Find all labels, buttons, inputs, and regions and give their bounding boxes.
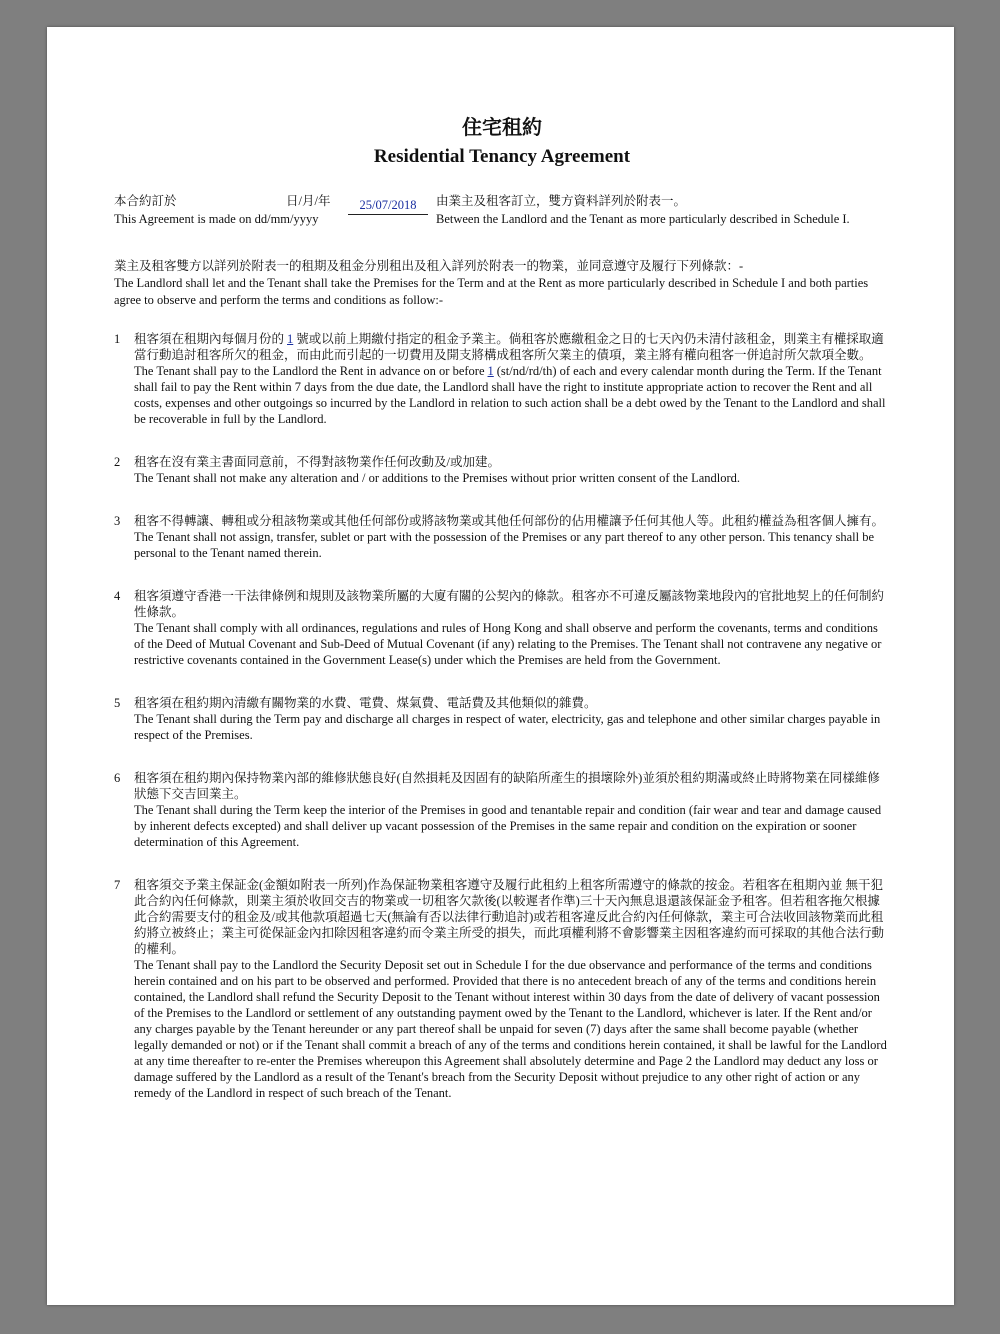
clause-2-zh: 租客在沒有業主書面同意前，不得對該物業作任何改動及/或加建。 — [134, 455, 500, 469]
document-content — [114, 117, 890, 1128]
clause-list — [114, 331, 890, 1101]
agreement-date-field[interactable] — [348, 196, 428, 215]
agreement-date-row — [114, 192, 890, 232]
clause-number: 3 — [114, 514, 121, 528]
clause-number: 6 — [114, 771, 121, 785]
date-suffix — [436, 192, 850, 228]
clause-6-en: The Tenant shall during the Term keep the interior of the Premises in good and tenantable repair and condition (fair wear and tear and damage caused by inherent defects excepted) and shall deliver up vacant possession of the Premises in the same repair and condition on the expiration or sooner determination of this Agreement. — [134, 803, 882, 849]
rent-day-field-en[interactable]: 1 — [487, 364, 494, 378]
clause-1-en — [134, 363, 890, 427]
clause-7-zh: 租客須交予業主保証金(金額如附表一所列)作為保証物業租客遵守及履行此租約上租客所需遵守的條款的按金。若租客在租期內並 無干犯此合約內任何條款，則業主須於收回交吉的物業或一切租客欠款後(以較遲者作準)三十天內無息退還該保証金予租客。但若租客拖欠根據此合約需要支付的租金及/或其他款項超過七天(無論有否以法律行動追討)或若租客違反此合約內任何條款，業主可合法收回該物業而此租約將立被終止；業主可從保証金內扣除因租客違約而令業主所受的損失，而此項權利將不會影響業主因租客違約而可採取的其他合法行動的權利。 — [134, 878, 885, 956]
title-chinese: 住宅租約 — [462, 117, 542, 139]
date-suffix-en: Between the Landlord and the Tenant as more particularly described in Schedule I. — [436, 212, 850, 226]
title-english: Residential Tenancy Agreement — [373, 146, 631, 167]
clause-number: 2 — [114, 455, 121, 469]
intro-en: The Landlord shall let and the Tenant shall take the Premises for the Term and at the Rent as more particularly described in Schedule I and both parties agree to observe and perform the terms and conditions as follow:- — [114, 276, 869, 307]
agreement-date-value: 25/07/2018 — [359, 198, 417, 212]
clause-6 — [114, 770, 890, 850]
date-suffix-zh: 由業主及租客訂立，雙方資料詳列於附表一。 — [436, 194, 687, 208]
clause-6-zh: 租客須在租約期內保持物業內部的維修狀態良好(自然損耗及因固有的缺陷所產生的損壞除外)並須於租約期滿或終止時將物業在同樣維修狀態下交吉回業主。 — [134, 771, 880, 801]
clause-1-en-part-a: The Tenant shall pay to the Landlord the Rent in advance on or before — [134, 364, 485, 378]
clause-1-zh-part-b: 號或以前上期繳付指定的租金予業主。倘租客於應繳租金之日的七天內仍未清付該租金，則業主有權採取適當行動追討租客所欠的租金，而由此而引起的一切費用及開支將構成租客所欠業主的債項，業主將有權向租客一併追討所欠款項全數。 — [134, 332, 884, 362]
clause-1-zh-part-a: 租客須在租期內每個月份的 — [134, 332, 285, 346]
clause-3-en: The Tenant shall not assign, transfer, sublet or part with the possession of the Premises or any part thereof to any other person. This tenancy shall be personal to the Tenant named therein. — [134, 530, 875, 560]
clause-number: 4 — [114, 589, 121, 603]
clause-2-en: The Tenant shall not make any alteration and / or additions to the Premises without prior written consent of the Landlord. — [134, 471, 741, 485]
intro-zh: 業主及租客雙方以詳列於附表一的租期及租金分別租出及租入詳列於附表一的物業，並同意遵守及履行下列條款：- — [114, 259, 744, 273]
clause-5 — [114, 695, 890, 743]
clause-2 — [114, 454, 890, 486]
document-page — [47, 27, 954, 1305]
intro-paragraph — [114, 258, 890, 309]
date-prefix-zh: 本合約訂於 — [114, 194, 177, 208]
date-prefix-en: This Agreement is made on dd/mm/yyyy — [114, 212, 319, 226]
clause-1-en-part-b: (st/nd/rd/th) of each and every calendar month during the Term. If the Tenant shall fail to pay the Rent within 7 days from the due date, the Landlord shall have the right to institute appropriate action to recover the Rent and all costs, expenses and other outgoings so incurred by the Landlord in relation to such action shall be a debt owed by the Tenant to the Landlord and shall be recoverable in full by the Landlord. — [134, 364, 886, 426]
clause-4-en: The Tenant shall comply with all ordinances, regulations and rules of Hong Kong and shall observe and perform the covenants, terms and conditions of the Deed of Mutual Covenant and Sub-Deed of Mutual Covenant (if any) relating to the Premises. The Tenant shall not contravene any negative or restrictive covenants contained in the Government Lease(s) under which the Premises are held from the Government. — [134, 621, 882, 667]
date-format-zh: 日/月/年 — [286, 194, 331, 208]
clause-3-zh: 租客不得轉讓、轉租或分租該物業或其他任何部份或將該物業或其他任何部份的佔用權讓予任何其他人等。此租約權益為租客個人擁有。 — [134, 514, 885, 528]
rent-day-field-zh[interactable]: 1 — [287, 332, 294, 346]
clause-3 — [114, 513, 890, 561]
clause-1 — [114, 331, 890, 427]
clause-5-zh: 租客須在租約期內清繳有關物業的水費、電費、煤氣費、電話費及其他類似的雜費。 — [134, 696, 597, 710]
clause-7-en: The Tenant shall pay to the Landlord the Security Deposit set out in Schedule I for the due observance and performance of the terms and conditions herein contained and on his part to be observed and performed. Provided that there is no antecedent breach of any of the terms and conditions herein contained, the Landlord shall refund the Security Deposit to the Tenant without interest within 30 days from the date of delivery of vacant possession of the Premises to the Landlord or settlement of any outstanding payment owed by the Tenant to the Landlord, whichever is later. If the Rent and/or any charges payable by the Tenant hereunder or any part thereof shall be unpaid for seven (7) days after the same shall become payable (whether legally demanded or not) or if the Tenant shall commit a breach of any of the terms and conditions herein contained, it shall be lawful for the Landlord at any time thereafter to re-enter the Premises whereupon this Agreement shall absolutely determine and Page 2 the Landlord may deduct any loss or damage suffered by the Landlord as a result of the Tenant's breach from the Security Deposit without prejudice to any other right of action or any remedy of the Landlord in respect of such breach of the Tenant. — [134, 958, 887, 1100]
clause-7 — [114, 877, 890, 1101]
clause-1-zh — [134, 331, 890, 363]
clause-number: 1 — [114, 332, 121, 346]
date-underline — [348, 214, 428, 215]
clause-number: 5 — [114, 696, 121, 710]
clause-4-zh: 租客須遵守香港一干法律條例和規則及該物業所屬的大廈有關的公契內的條款。租客亦不可違反屬該物業地段內的官批地契上的任何制約性條款。 — [134, 589, 885, 619]
clause-number: 7 — [114, 878, 121, 892]
clause-4 — [114, 588, 890, 668]
clause-5-en: The Tenant shall during the Term pay and discharge all charges in respect of water, electricity, gas and telephone and other similar charges payable in respect of the Premises. — [134, 712, 881, 742]
